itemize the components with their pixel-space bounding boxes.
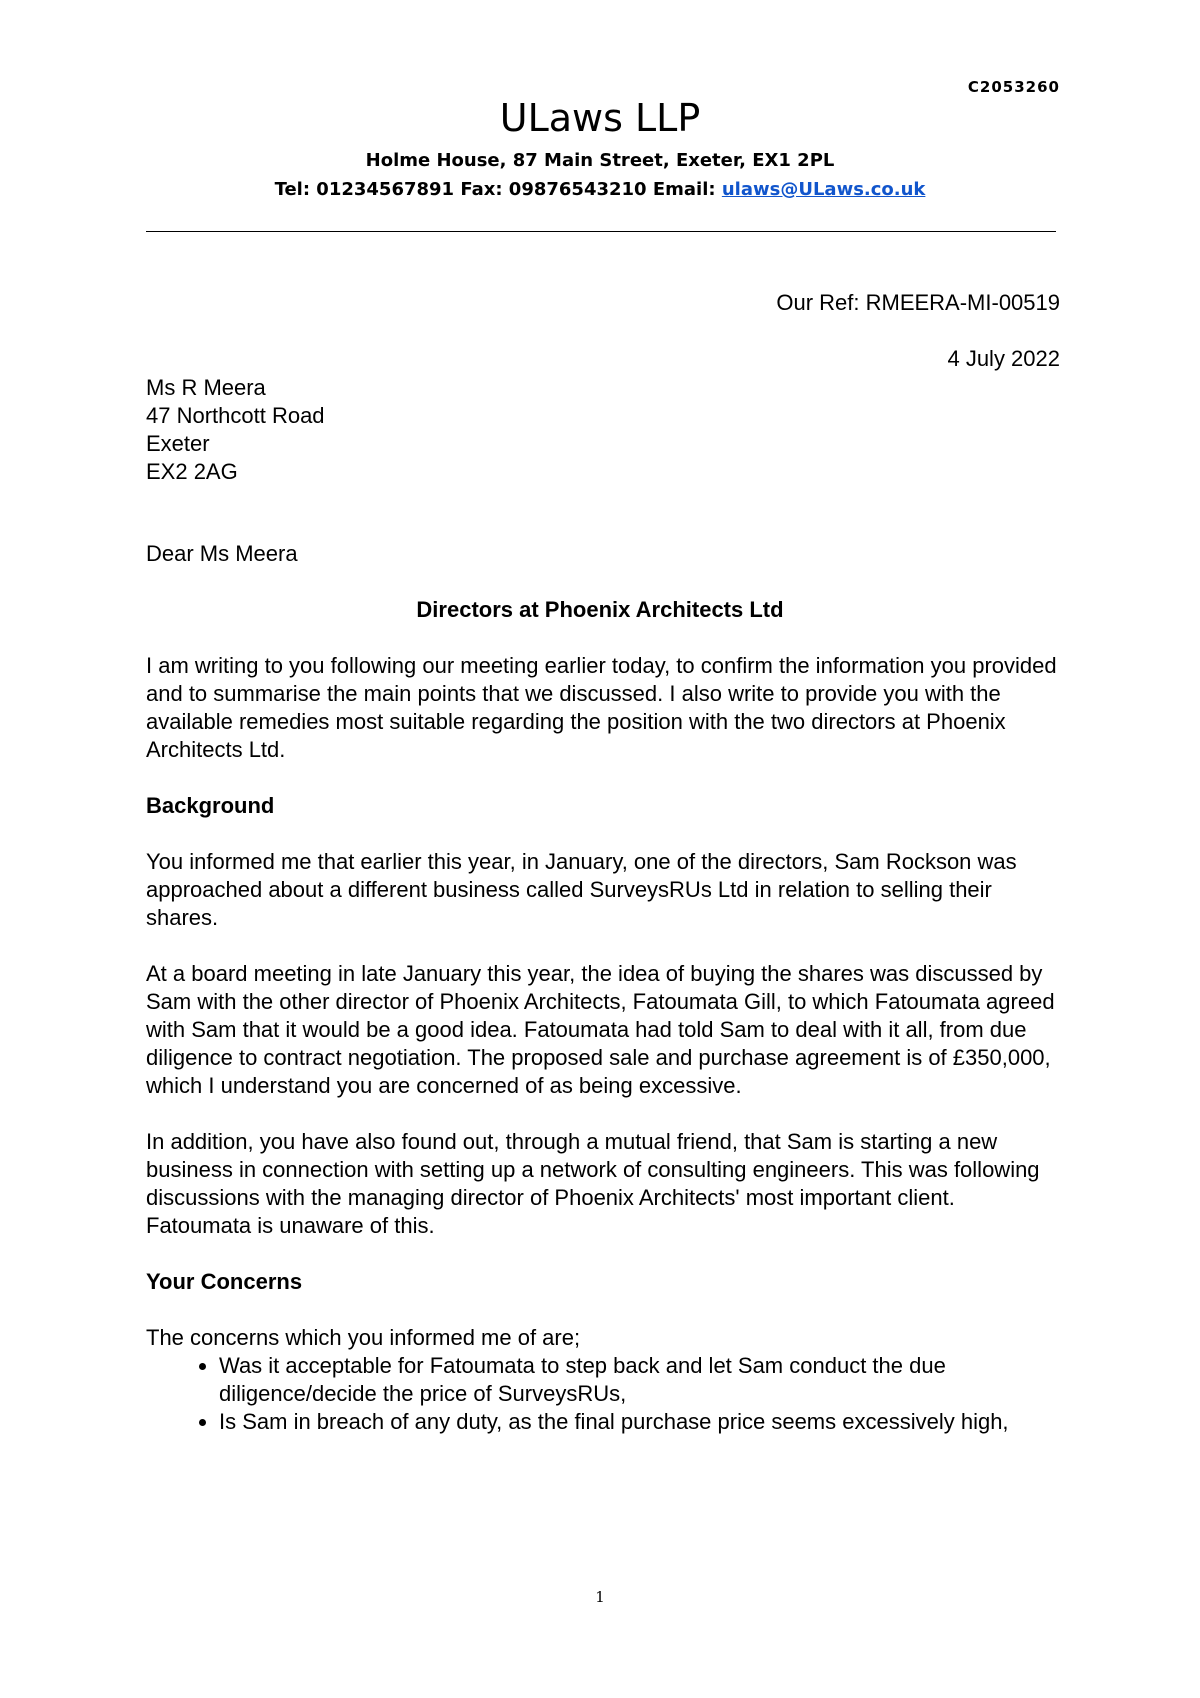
- list-item: • Is Sam in breach of any duty, as the final purchase price seems excessively high,: [219, 1408, 1061, 1436]
- concerns-heading: Your Concerns: [146, 1269, 303, 1294]
- recipient-line: EX2 2AG: [146, 459, 238, 484]
- letter-date: 4 July 2022: [947, 346, 1060, 371]
- recipient-address: [146, 374, 325, 486]
- background-paragraph: At a board meeting in late January this year, the idea of buying the shares was discussed by Sam with the other director of Phoenix Architects, Fatoumata Gill, to which Fatoumata agreed with Sam that it would be a good idea. Fatoumata had told Sam to deal with it all, from due diligence to contract negotiation. The proposed sale and purchase agreement is of £350,000, which I understand you are concerned of as being excessive.: [146, 961, 1055, 1098]
- background-heading: Background: [146, 793, 275, 818]
- list-item: • Was it acceptable for Fatoumata to step back and let Sam conduct the due diligence/decide the price of SurveysRUs,: [219, 1352, 1061, 1408]
- page-number: 1: [595, 1588, 605, 1606]
- candidate-number: C2053260: [967, 78, 1060, 96]
- letter-body: [146, 652, 1061, 1436]
- letter-subject: Directors at Phoenix Architects Ltd: [416, 597, 784, 622]
- contact-numbers: Tel: 01234567891 Fax: 09876543210 Email:: [274, 179, 722, 200]
- background-paragraph: In addition, you have also found out, through a mutual friend, that Sam is starting a new business in connection with setting up a network of consulting engineers. This was following discussions with the managing director of Phoenix Architects' most important client. Fatoumata is unaware of this.: [146, 1129, 1040, 1238]
- salutation: Dear Ms Meera: [146, 541, 298, 566]
- firm-name: ULaws LLP: [499, 96, 701, 140]
- firm-contact: [0, 179, 1200, 200]
- recipient-line: Exeter: [146, 431, 210, 456]
- our-reference: Our Ref: RMEERA-MI-00519: [776, 290, 1060, 315]
- firm-address: Holme House, 87 Main Street, Exeter, EX1 2PL: [365, 150, 835, 171]
- recipient-line: Ms R Meera: [146, 375, 266, 400]
- concerns-intro: The concerns which you informed me of are;: [146, 1325, 581, 1350]
- background-paragraph: You informed me that earlier this year, in January, one of the directors, Sam Rockson was approached about a different business called SurveysRUs Ltd in relation to selling their shares.: [146, 849, 1017, 930]
- intro-paragraph: I am writing to you following our meeting earlier today, to confirm the information you provided and to summarise the main points that we discussed. I also write to provide you with the available remedies most suitable regarding the position with the two directors at Phoenix Architects Ltd.: [146, 653, 1057, 762]
- recipient-line: 47 Northcott Road: [146, 403, 325, 428]
- email-link[interactable]: ulaws@ULaws.co.uk: [721, 179, 926, 200]
- concerns-list: [146, 1352, 1061, 1436]
- header-divider: [146, 231, 1056, 232]
